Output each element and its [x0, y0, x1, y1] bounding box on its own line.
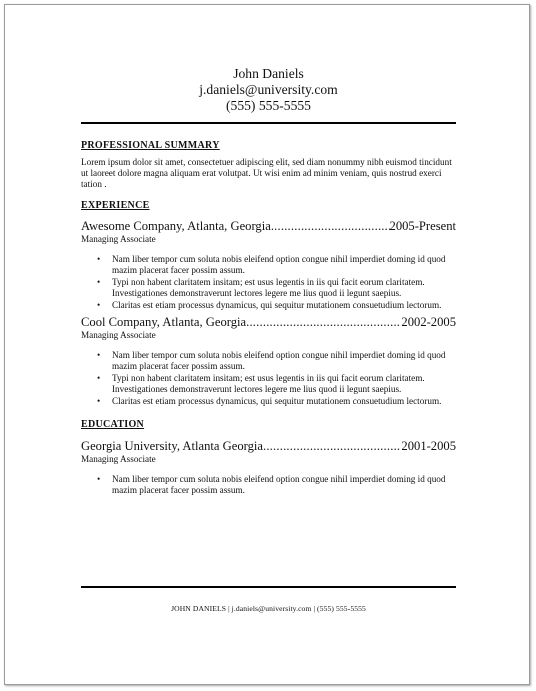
summary-section [81, 140, 456, 191]
education-entry [81, 439, 456, 496]
job-entry [81, 219, 456, 312]
header-divider [81, 122, 456, 124]
education-role: Managing Associate [81, 453, 156, 464]
bullet-icon: • [97, 300, 101, 311]
education-bullets [81, 474, 456, 496]
job-role: Managing Associate [81, 329, 156, 340]
experience-title: EXPERIENCE [81, 199, 150, 211]
list-item: • Typi non habent claritatem insitam; est usus legentis in iis qui facit eorum claritatem. Investigationes demonstraverunt lectores legere me lius quod ii legunt saepius. [97, 277, 425, 299]
education-heading [81, 439, 456, 454]
list-item: • Typi non habent claritatem insitam; est usus legentis in iis qui facit eorum claritatem. Investigationes demonstraverunt lectores legere me lius quod ii legunt saepius. [97, 373, 425, 395]
bullet-icon: • [97, 277, 101, 288]
job-dates: 2005-Present [389, 218, 456, 233]
education-title: EDUCATION [81, 418, 145, 430]
resume-page [81, 66, 456, 497]
bullet-icon: • [97, 253, 101, 264]
bullet-icon: • [97, 349, 101, 360]
education-dates: 2001-2005 [401, 438, 456, 453]
job-role: Managing Associate [81, 233, 156, 244]
education-section [81, 419, 456, 496]
job-company: Cool Company, Atlanta, Georgia [81, 314, 247, 329]
leader-dots [246, 315, 401, 330]
resume-header [81, 66, 456, 114]
job-bullets [81, 254, 456, 312]
job-dates: 2002-2005 [401, 314, 456, 329]
job-entry [81, 315, 456, 408]
summary-title: PROFESSIONAL SUMMARY [81, 140, 220, 151]
list-item: • Nam liber tempor cum soluta nobis eleifend option congue nihil imperdiet doming id quod mazim placerat facer possim assum. [97, 349, 446, 371]
leader-dots [263, 439, 401, 454]
list-item: • Claritas est etiam processus dynamicus, qui sequitur mutationem consuetudium lectorum. [97, 396, 442, 407]
summary-text: Lorem ipsum dolor sit amet, consectetuer adipiscing elit, sed diam nonummy nibh euismod tincidunt ut laoreet dolore magna aliquam erat volutpat. Ut wisi enim ad minim veniam, quis nostrud exerci tation . [81, 157, 452, 190]
job-heading [81, 315, 456, 330]
list-item: • Nam liber tempor cum soluta nobis eleifend option congue nihil imperdiet doming id quod mazim placerat facer possim assum. [97, 473, 446, 495]
experience-section [81, 200, 456, 408]
candidate-name: John Daniels [233, 66, 304, 81]
list-item: • Claritas est etiam processus dynamicus, qui sequitur mutationem consuetudium lectorum. [97, 300, 442, 311]
leader-dots [271, 219, 390, 234]
list-item: • Nam liber tempor cum soluta nobis eleifend option congue nihil imperdiet doming id quod mazim placerat facer possim assum. [97, 253, 446, 275]
education-school: Georgia University, Atlanta Georgia [81, 438, 263, 453]
job-heading [81, 219, 456, 234]
bullet-icon: • [97, 473, 101, 484]
bullet-icon: • [97, 373, 101, 384]
job-bullets [81, 350, 456, 408]
bullet-icon: • [97, 396, 101, 407]
candidate-phone: (555) 555-5555 [226, 98, 311, 113]
job-company: Awesome Company, Atlanta, Georgia [81, 218, 271, 233]
candidate-email: j.daniels@university.com [199, 82, 338, 97]
footer-divider [81, 586, 456, 588]
resume-footer: JOHN DANIELS | j.daniels@university.com | (555) 555-5555 [171, 604, 366, 613]
